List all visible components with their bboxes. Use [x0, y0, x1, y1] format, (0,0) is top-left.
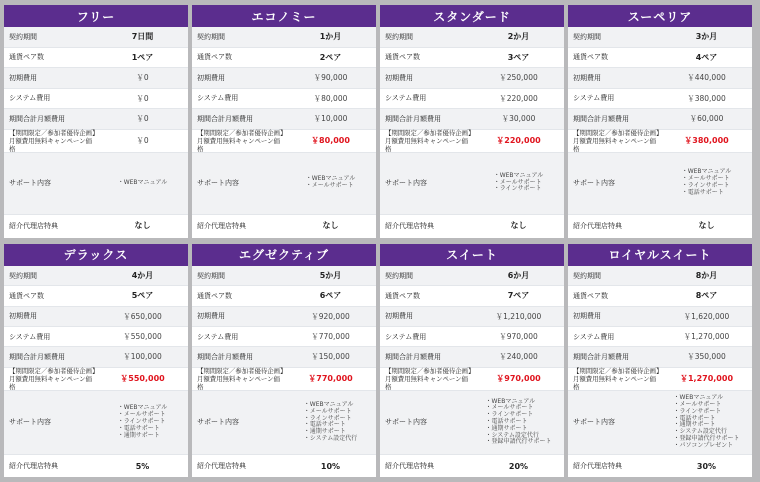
support-item: ・WEBマニュアル	[117, 178, 168, 186]
plan-row-total	[192, 109, 376, 130]
campaign-label	[568, 367, 661, 391]
plan-title: スイート	[380, 244, 564, 266]
row-label: 期間合計月額費用	[385, 114, 441, 123]
pricing-grid	[4, 5, 752, 477]
support-values	[285, 402, 376, 443]
row-label: 期間合計月額費用	[197, 114, 253, 123]
support-list	[494, 173, 544, 193]
support-item: ・メールサポート	[681, 175, 730, 183]
plan-row-initial	[568, 68, 752, 89]
plan-row-campaign	[4, 368, 188, 391]
campaign-label-line1: 【期間限定／参加者優待企画】	[573, 128, 663, 137]
row-label: 初期費用	[573, 312, 601, 321]
row-label: 通貨ペア数	[197, 53, 232, 62]
row-value: 3か月	[695, 32, 718, 42]
row-value: ￥1,620,000	[683, 311, 730, 321]
support-list	[304, 402, 357, 443]
plan-row-referral	[380, 455, 564, 477]
plan-row-referral	[380, 215, 564, 237]
row-value: 2ペア	[319, 52, 342, 62]
plan-row-contract	[192, 27, 376, 48]
row-label: 初期費用	[9, 73, 37, 82]
support-item: ・WEBマニュアル	[673, 394, 724, 402]
row-value: ￥920,000	[311, 311, 350, 321]
support-item: ・電話サポート	[117, 424, 160, 432]
plan-row-support	[568, 153, 752, 215]
support-item: ・メールサポート	[303, 407, 352, 415]
row-value: 3ペア	[507, 52, 530, 62]
row-value: 6か月	[507, 271, 530, 281]
row-value: ￥440,000	[687, 73, 726, 83]
row-label: 紹介代理店特典	[573, 462, 622, 471]
support-item: ・システム設定代行	[673, 428, 727, 436]
campaign-label-line2: 月額費用無料キャンペーン価格	[9, 374, 92, 391]
row-value: ￥350,000	[687, 352, 726, 362]
support-item: ・WEBマニュアル	[303, 401, 354, 409]
plan-title: エコノミー	[192, 5, 376, 27]
plan-row-initial	[192, 68, 376, 89]
support-list	[485, 399, 551, 447]
referral-value: なし	[510, 221, 527, 230]
plan-row-total	[4, 347, 188, 367]
row-value: 8ペア	[695, 291, 718, 301]
row-label: 紹介代理店特典	[385, 221, 434, 230]
row-label: システム費用	[9, 332, 51, 341]
row-value: ￥1,210,000	[495, 311, 542, 321]
campaign-price: ￥0	[136, 136, 149, 145]
support-item: ・ラインサポート	[303, 414, 352, 422]
row-value: ￥220,000	[499, 93, 538, 103]
support-item: ・電話サポート	[673, 414, 716, 422]
campaign-label	[380, 367, 473, 391]
plan-title: デラックス	[4, 244, 188, 266]
row-label: 契約期間	[9, 32, 37, 41]
plan-row-initial	[568, 307, 752, 327]
plan-row-referral	[192, 455, 376, 477]
row-label: 紹介代理店特典	[9, 462, 58, 471]
plan-row-referral	[4, 215, 188, 237]
plan-row-campaign	[380, 130, 564, 153]
referral-value: なし	[698, 221, 715, 230]
row-label: 契約期間	[573, 32, 601, 41]
campaign-label	[568, 129, 661, 153]
row-label: 初期費用	[9, 312, 37, 321]
row-label: 紹介代理店特典	[385, 462, 434, 471]
campaign-label-line2: 月額費用無料キャンペーン価格	[9, 136, 92, 153]
plan-row-system	[568, 89, 752, 110]
plan-row-total	[192, 347, 376, 367]
plan-row-initial	[192, 307, 376, 327]
support-values	[97, 405, 188, 439]
plan-row-referral	[568, 215, 752, 237]
row-label: 期間合計月額費用	[573, 352, 629, 361]
support-item: ・WEBマニュアル	[681, 168, 732, 176]
plan-row-support	[192, 391, 376, 456]
campaign-label-line2: 月額費用無料キャンペーン価格	[573, 136, 656, 153]
row-value: ￥380,000	[687, 93, 726, 103]
plan-row-total	[568, 347, 752, 367]
support-list	[118, 405, 168, 439]
plan-title: スーペリア	[568, 5, 752, 27]
row-value: ￥650,000	[123, 311, 162, 321]
plan-row-total	[4, 109, 188, 130]
support-item: ・WEBマニュアル	[305, 175, 356, 183]
campaign-label	[4, 367, 97, 391]
row-value: 7ペア	[507, 291, 530, 301]
campaign-label-line1: 【期間限定／参加者優待企画】	[385, 366, 475, 375]
plan-card	[192, 5, 376, 238]
support-item: ・ラインサポート	[493, 185, 542, 193]
row-value: 6ペア	[319, 291, 342, 301]
campaign-label-line1: 【期間限定／参加者優待企画】	[197, 128, 287, 137]
campaign-label-line2: 月額費用無料キャンペーン価格	[573, 374, 656, 391]
plan-row-system	[192, 89, 376, 110]
row-label: 紹介代理店特典	[197, 462, 246, 471]
support-item: ・電話サポート	[303, 421, 346, 429]
plan-row-initial	[380, 68, 564, 89]
referral-value: 30%	[696, 461, 717, 471]
plan-card	[380, 244, 564, 477]
campaign-price: ￥220,000	[496, 136, 541, 145]
row-value: 7日間	[131, 32, 154, 42]
row-label: 契約期間	[9, 271, 37, 280]
row-value: ￥80,000	[313, 93, 348, 103]
row-value: 5ペア	[131, 291, 154, 301]
support-item: ・WEBマニュアル	[493, 171, 544, 179]
support-item: ・システム設定代行	[485, 431, 539, 439]
row-label: 初期費用	[385, 73, 413, 82]
row-label: 期間合計月額費用	[385, 352, 441, 361]
support-item: ・メールサポート	[305, 182, 354, 189]
plan-row-campaign	[568, 368, 752, 391]
plan-row-pairs	[568, 48, 752, 69]
row-label: 期間合計月額費用	[9, 114, 65, 123]
plan-card	[4, 244, 188, 477]
row-label: サポート内容	[385, 179, 427, 187]
row-value: ￥550,000	[123, 332, 162, 342]
row-value: ￥10,000	[313, 114, 348, 124]
row-label: 通貨ペア数	[9, 53, 44, 62]
row-label: サポート内容	[197, 179, 239, 187]
row-value: ￥770,000	[311, 332, 350, 342]
plan-row-pairs	[192, 48, 376, 69]
row-value: ￥1,270,000	[683, 332, 730, 342]
row-label: システム費用	[385, 332, 427, 341]
plan-row-initial	[4, 68, 188, 89]
support-list	[682, 169, 732, 196]
plan-row-campaign	[380, 368, 564, 391]
plan-row-pairs	[4, 286, 188, 306]
plan-row-campaign	[568, 130, 752, 153]
plan-row-contract	[192, 266, 376, 286]
plan-row-campaign	[192, 368, 376, 391]
row-label: システム費用	[573, 94, 615, 103]
campaign-label	[4, 129, 97, 153]
plan-row-contract	[4, 27, 188, 48]
plan-row-system	[380, 89, 564, 110]
campaign-label-line1: 【期間限定／参加者優待企画】	[197, 366, 287, 375]
support-item: ・登録申請代行サポート	[673, 435, 740, 442]
row-label: 通貨ペア数	[573, 291, 608, 300]
support-values	[661, 395, 752, 449]
row-label: 契約期間	[573, 271, 601, 280]
plan-row-support	[380, 153, 564, 215]
plan-row-system	[192, 327, 376, 347]
row-value: ￥240,000	[499, 352, 538, 362]
plan-row-referral	[568, 455, 752, 477]
referral-value: なし	[134, 221, 151, 230]
row-label: 紹介代理店特典	[573, 221, 622, 230]
plan-row-pairs	[192, 286, 376, 306]
campaign-label-line2: 月額費用無料キャンペーン価格	[197, 374, 280, 391]
plan-row-support	[4, 391, 188, 456]
plan-row-pairs	[4, 48, 188, 69]
row-label: 契約期間	[385, 32, 413, 41]
campaign-label-line1: 【期間限定／参加者優待企画】	[385, 128, 475, 137]
support-values	[97, 180, 188, 187]
row-value: ￥0	[136, 114, 149, 124]
row-value: ￥970,000	[499, 332, 538, 342]
plan-row-total	[568, 109, 752, 130]
row-value: ￥100,000	[123, 352, 162, 362]
row-label: システム費用	[197, 332, 239, 341]
plan-row-pairs	[380, 286, 564, 306]
support-item: ・ラインサポート	[485, 411, 534, 419]
plan-row-support	[380, 391, 564, 456]
row-value: 4ペア	[695, 52, 718, 62]
row-value: ￥30,000	[501, 114, 536, 124]
plan-card	[568, 244, 752, 477]
support-item: ・WEBマニュアル	[485, 397, 536, 405]
row-value: 4か月	[131, 271, 154, 281]
row-label: システム費用	[9, 94, 51, 103]
referral-value: 20%	[508, 461, 529, 471]
row-value: 8か月	[695, 271, 718, 281]
row-label: 契約期間	[197, 271, 225, 280]
plan-row-system	[380, 327, 564, 347]
row-value: 1ペア	[131, 52, 154, 62]
support-list	[118, 180, 168, 187]
support-values	[473, 173, 564, 193]
support-item: ・メールサポート	[117, 411, 166, 419]
plan-card	[380, 5, 564, 238]
campaign-price: ￥80,000	[311, 136, 350, 145]
plan-row-support	[4, 153, 188, 215]
row-value: 2か月	[507, 32, 530, 42]
support-item: ・ラインサポート	[673, 407, 722, 415]
support-values	[473, 399, 564, 447]
row-label: サポート内容	[385, 418, 427, 427]
plan-title: フリー	[4, 5, 188, 27]
row-value: ￥250,000	[499, 73, 538, 83]
row-label: 通貨ペア数	[385, 291, 420, 300]
campaign-label-line1: 【期間限定／参加者優待企画】	[573, 366, 663, 375]
support-item: ・通期サポート	[117, 431, 160, 439]
referral-value: なし	[322, 221, 339, 230]
row-label: サポート内容	[9, 418, 51, 427]
support-item: ・システム設定代行	[303, 435, 358, 442]
plan-row-system	[568, 327, 752, 347]
row-label: サポート内容	[197, 418, 239, 427]
support-item: ・通期サポート	[303, 428, 346, 436]
campaign-price: ￥550,000	[120, 374, 165, 384]
row-label: 期間合計月額費用	[9, 352, 65, 361]
row-label: 初期費用	[197, 312, 225, 321]
campaign-label-line1: 【期間限定／参加者優待企画】	[9, 366, 99, 375]
plan-row-initial	[380, 307, 564, 327]
campaign-label	[380, 129, 473, 153]
referral-value: 5%	[135, 461, 150, 471]
row-label: システム費用	[197, 94, 239, 103]
plan-row-system	[4, 327, 188, 347]
referral-value: 10%	[320, 461, 341, 471]
row-label: サポート内容	[573, 179, 615, 187]
plan-row-contract	[568, 27, 752, 48]
plan-row-system	[4, 89, 188, 110]
plan-card	[4, 5, 188, 238]
row-value: 5か月	[319, 271, 342, 281]
campaign-label	[192, 367, 285, 391]
campaign-label-line2: 月額費用無料キャンペーン価格	[385, 136, 468, 153]
row-label: 紹介代理店特典	[9, 221, 58, 230]
support-item: ・ラインサポート	[117, 418, 166, 425]
plan-row-referral	[4, 455, 188, 477]
row-label: 契約期間	[197, 32, 225, 41]
row-label: サポート内容	[573, 418, 615, 427]
campaign-label-line2: 月額費用無料キャンペーン価格	[385, 374, 468, 391]
plan-title: ロイヤルスイート	[568, 244, 752, 266]
row-label: 契約期間	[385, 271, 413, 280]
plan-row-contract	[380, 27, 564, 48]
support-item: ・通期サポート	[485, 424, 528, 432]
row-label: 通貨ペア数	[9, 291, 44, 300]
row-label: システム費用	[385, 94, 427, 103]
support-values	[661, 169, 752, 196]
support-values	[285, 176, 376, 190]
campaign-price: ￥380,000	[684, 136, 729, 145]
plan-card	[568, 5, 752, 238]
row-label: 期間合計月額費用	[197, 352, 253, 361]
plan-row-initial	[4, 307, 188, 327]
row-label: 通貨ペア数	[197, 291, 232, 300]
plan-card	[192, 244, 376, 477]
row-label: 紹介代理店特典	[197, 221, 246, 230]
row-value: ￥60,000	[689, 114, 724, 124]
plan-title: エグゼクティブ	[192, 244, 376, 266]
plan-row-contract	[4, 266, 188, 286]
row-label: 初期費用	[385, 312, 413, 321]
plan-row-contract	[380, 266, 564, 286]
plan-row-campaign	[4, 130, 188, 153]
support-item: ・通期サポート	[673, 421, 716, 429]
plan-row-pairs	[380, 48, 564, 69]
plan-title: スタンダード	[380, 5, 564, 27]
row-label: 初期費用	[573, 73, 601, 82]
campaign-price: ￥1,270,000	[679, 374, 734, 384]
support-item: ・電話サポート	[681, 188, 724, 196]
row-label: システム費用	[573, 332, 615, 341]
plan-row-campaign	[192, 130, 376, 153]
row-label: 通貨ペア数	[385, 53, 420, 62]
support-item: ・WEBマニュアル	[117, 404, 168, 412]
campaign-price: ￥970,000	[496, 374, 541, 384]
plan-row-support	[568, 391, 752, 456]
campaign-label-line2: 月額費用無料キャンペーン価格	[197, 136, 280, 153]
plan-row-total	[380, 109, 564, 130]
row-label: 通貨ペア数	[573, 53, 608, 62]
support-item: ・ラインサポート	[681, 182, 730, 189]
support-list	[306, 176, 356, 190]
row-value: ￥0	[136, 73, 149, 83]
campaign-price: ￥770,000	[308, 374, 353, 384]
plan-row-referral	[192, 215, 376, 237]
support-item: ・メールサポート	[485, 404, 534, 412]
support-item: ・パソコンプレゼント	[673, 441, 734, 449]
support-item: ・電話サポート	[485, 418, 528, 425]
row-value: ￥90,000	[313, 73, 348, 83]
campaign-label-line1: 【期間限定／参加者優待企画】	[9, 128, 99, 137]
row-label: サポート内容	[9, 179, 51, 187]
plan-row-support	[192, 153, 376, 215]
support-item: ・登録申請代行サポート	[485, 438, 552, 446]
row-label: 期間合計月額費用	[573, 114, 629, 123]
row-value: ￥150,000	[311, 352, 350, 362]
campaign-label	[192, 129, 285, 153]
row-value: 1か月	[319, 32, 342, 42]
plan-row-pairs	[568, 286, 752, 306]
support-list	[673, 395, 739, 449]
row-label: 初期費用	[197, 73, 225, 82]
support-item: ・メールサポート	[673, 401, 722, 409]
plan-row-total	[380, 347, 564, 367]
support-item: ・メールサポート	[493, 178, 542, 186]
plan-row-contract	[568, 266, 752, 286]
row-value: ￥0	[136, 93, 149, 103]
